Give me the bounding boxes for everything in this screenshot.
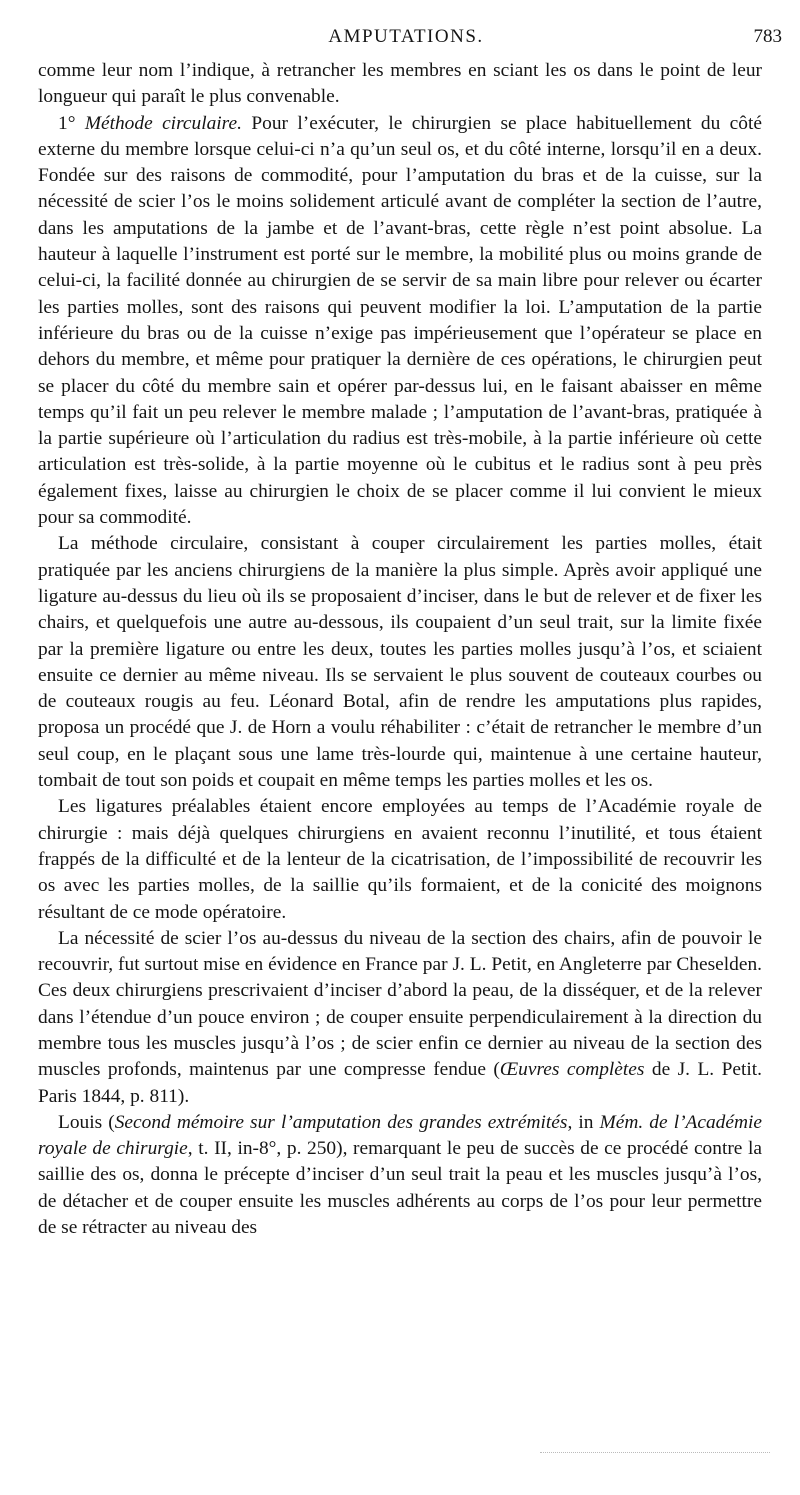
paragraph-anciens-chirurgiens [38,531,762,794]
body-text [38,58,762,1241]
paragraph-ligatures-prealables [38,794,762,925]
text-run: La méthode circulaire, consistant à couper circulairement les parties molles, était pratiquée par les anciens chirurgiens de la manière la plus simple. Après avoir appliqué une ligature au-dessus du lieu où ils se proposaient d’inciser, dans le but de relever et de fixer les chairs, et quelquefois une autre au-dessous, ils coupaient d’un seul trait, sur la limite fixée par la première ligature ou entre les deux, toutes les parties molles jusqu’à l’os, et sciaient ensuite ce dernier au même niveau. Ils se servaient le plus souvent de couteaux courbes ou de couteaux rougis au feu. Léonard Botal, afin de rendre les amputations plus rapides, proposa un procédé que J. de Horn a voulu réhabiliter : c’était de retrancher le membre d’un seul coup, en le plaçant sous une lame très-lourde qui, maintenue à une certaine hauteur, tombait de tout son poids et coupait en même temps les parties molles et les os. [38,533,762,792]
paragraph-methode-circulaire [38,111,762,532]
running-title: AMPUTATIONS. [328,26,484,47]
text-run: , in [567,1111,600,1133]
text-run: , t. II, in-8°, p. 250), remarquant le peu de succès de ce procédé contre la saillie des os, donna le précepte d’inciser d’un seul trait la peau et les muscles jusqu’à l’os, de détacher et de couper ensuite les muscles adhérents au corps de l’os pour leur permettre de se rétracter au niveau des [38,1138,762,1239]
page-header [30,26,782,52]
page-number: 783 [753,26,782,47]
text-run: de J. L. Petit. Paris 1844, p. 811). [38,1059,762,1107]
italic-run: Mém. de l’Académie royale de chirurgie [38,1111,762,1160]
text-run: 1° [58,112,85,134]
text-run: comme leur nom l’indique, à retrancher les membres en sciant les os dans le point de leur longueur qui paraît le plus convenable. [38,60,762,108]
paragraph-continuation [38,58,762,111]
paragraph-louis [38,1110,762,1241]
text-run: Les ligatures préalables étaient encore employées au temps de l’Académie royale de chirurgie : mais déjà quelques chirurgiens en avaient reconnu l’inutilité, et tous étaient frappés de la difficulté et de la lenteur de la cicatrisation, de l’impossibilité de recouvrir les os avec les parties molles, de la saillie qu’ils formaient, et de la conicité des moignons résultant de ce mode opératoire. [38,796,762,923]
italic-run: Œuvres complètes [499,1059,645,1081]
italic-run: Second mémoire sur l’amputation des grandes extrémités [114,1111,568,1133]
text-run: La nécessité de scier l’os au-dessus du niveau de la section des chairs, afin de pouvoir le recouvrir, fut surtout mise en évidence en France par J. L. Petit, en Angleterre par Cheselden. Ces deux chirurgiens prescrivaient d’inciser d’abord la peau, de la disséquer, et de la relever dans l’étendue d’un pouce environ ; de couper ensuite perpendiculairement à la direction du membre tous les muscles jusqu’à l’os ; de scier enfin ce dernier au niveau de la section des muscles profonds, maintenus par une compresse fendue ( [38,927,762,1081]
paragraph-necessite-de-scier [38,926,762,1110]
text-run: Louis ( [58,1111,115,1133]
text-run: Pour l’exécuter, le chirurgien se place habituellement du côté externe du membre lorsque celui-ci n’a qu’un seul os, et du côté interne, lorsqu’il en a deux. Fondée sur des raisons de commodité, pour l’amputation du bras et de la cuisse, sur la nécessité de scier l’os le moins solidement articulé avant de compléter la section de l’autre, dans les amputations de la jambe et de l’avant-bras, cette règle n’est point absolue. La hauteur à laquelle l’instrument est porté sur le membre, la mobilité plus ou moins grande de celui-ci, la facilité donnée au chirurgien de se servir de sa main libre pour relever ou écarter les parties molles, sont des raisons qui peuvent modifier la loi. L’amputation de la partie inférieure du bras ou de la cuisse n’exige pas impérieusement que l’opérateur se place en dehors du membre, et même pour pratiquer la dernière de ces opérations, le chirurgien peut se placer du côté du membre sain et opérer par-dessus lui, en le faisant abaisser en même temps qu’il fait un peu relever le membre malade ; l’amputation de l’avant-bras, pratiquée à la partie supérieure où l’articulation du radius est très-mobile, à la partie inférieure où cette articulation est très-solide, à la partie moyenne où le cubitus et le radius sont à peu près également fixes, laisse au chirurgien le choix de se placer comme il lui convient le mieux pour sa commodité. [38,112,762,529]
footer-rule [540,1452,770,1454]
italic-run: Méthode circulaire. [84,112,242,134]
